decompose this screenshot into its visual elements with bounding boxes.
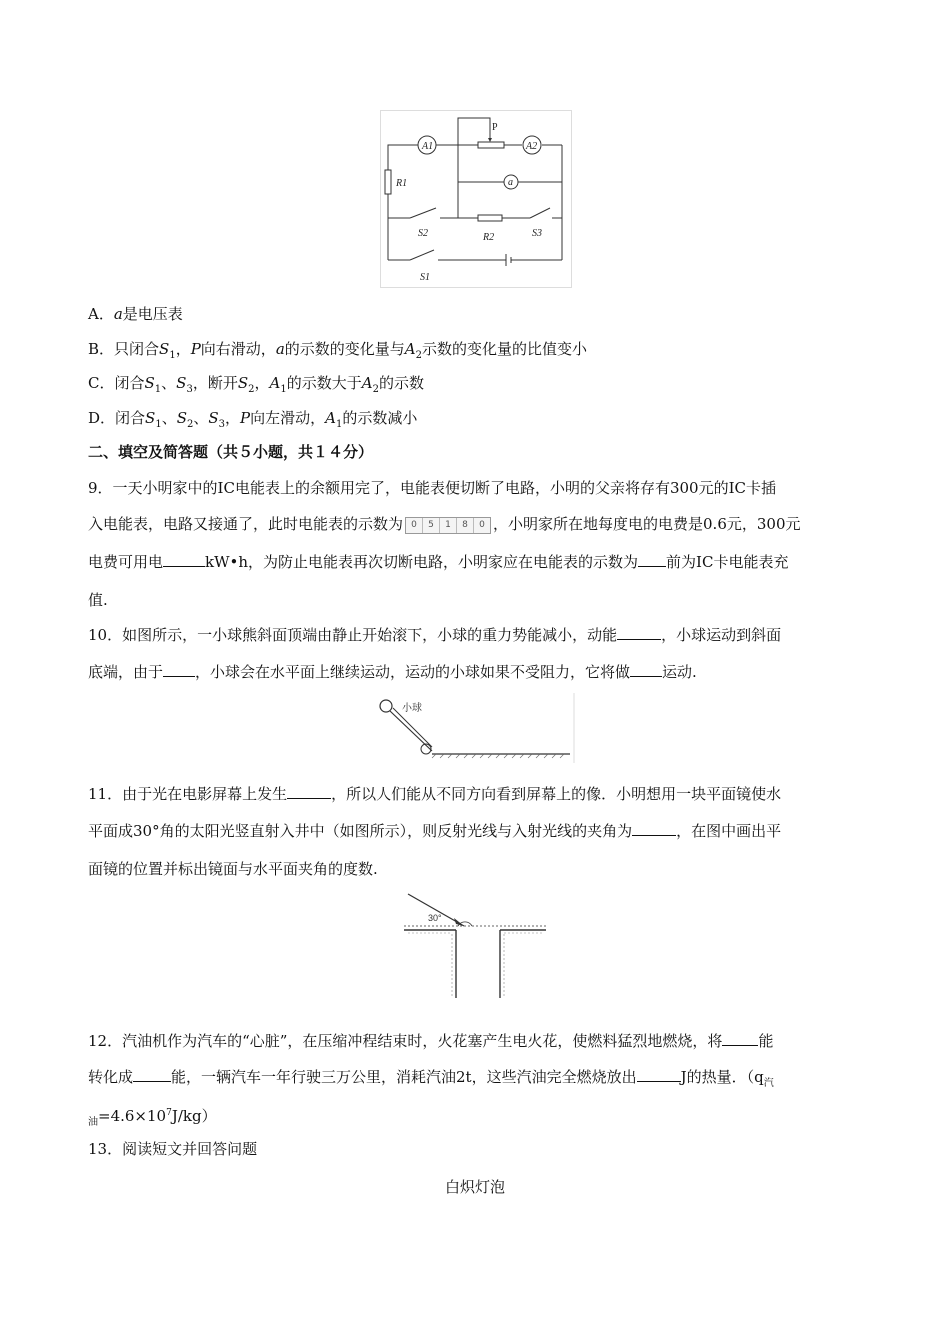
option-d-sep1: 、 <box>161 409 177 427</box>
q12-line1-b: 能 <box>758 1032 774 1050</box>
q10-line2-a: 底端，由于 <box>88 663 164 681</box>
q9-line2 <box>88 514 801 534</box>
meter-a-label: a <box>508 177 513 188</box>
option-d-suba1: 1 <box>336 419 343 430</box>
option-c-c2: ， <box>254 374 270 392</box>
meter-digit: 8 <box>457 518 474 533</box>
q12-line1-a: 12．汽油机作为汽车的“心脏”，在压缩冲程结束时，火花塞产生电火花，使燃料猛烈地燃烧，将 <box>88 1032 723 1050</box>
q12-line3 <box>88 1103 217 1133</box>
option-d-s2: S <box>176 409 187 427</box>
option-d-s3: S <box>208 409 219 427</box>
q12-line2-a: 转化成 <box>88 1068 134 1086</box>
ammeter-a2-label: A2 <box>526 141 538 152</box>
q11-line1-a: 11．由于光在电影屏幕上发生 <box>88 785 288 803</box>
q10-line2-b: ，小球会在水平面上继续运动，运动的小球如果不受阻力，它将做 <box>195 663 631 681</box>
q10-line1-a: 10．如图所示，一小球熊斜面顶端由静止开始滚下，小球的重力势能减小，动能 <box>88 626 618 644</box>
q12-line1 <box>88 1031 773 1051</box>
q12-exponent: 7 <box>166 1108 172 1118</box>
option-d-c3: 的示数减小 <box>342 409 418 427</box>
section-2-title: 二、填空及简答题（共５小题，共１４分） <box>88 443 374 461</box>
option-c-c1: ，断开 <box>192 374 238 392</box>
q12-line2 <box>88 1067 774 1094</box>
answer-blank[interactable] <box>722 1031 758 1046</box>
answer-blank[interactable] <box>637 1067 681 1082</box>
circuit-diagram <box>380 110 572 288</box>
q9-line3 <box>88 552 788 572</box>
answer-blank[interactable] <box>632 821 676 836</box>
option-b-c4: 示数的变化量的比值变小 <box>422 340 588 358</box>
option-b-sub2: 2 <box>415 350 422 361</box>
q11-line1-b: ，所以人们能从不同方向看到屏幕上的像．小明想用一块平面镜使水 <box>331 785 782 803</box>
q9-line2-b: ，小明家所在地每度电的电费是0.6元，300元 <box>493 515 801 533</box>
option-b-c3: 的示数的变化量与 <box>284 340 405 358</box>
option-a-var: a <box>113 305 123 323</box>
option-d-a1: A <box>325 409 336 427</box>
answer-blank[interactable] <box>163 552 205 567</box>
answer-blank[interactable] <box>287 784 331 799</box>
option-c-sub2: 2 <box>248 384 255 395</box>
option-a-prefix: A． <box>88 305 114 323</box>
option-c-s3: S <box>176 374 187 392</box>
option-b-sub1: 1 <box>169 350 176 361</box>
option-d-sep2: 、 <box>193 409 209 427</box>
option-b-c2: 向右滑动， <box>200 340 276 358</box>
q11-line2 <box>88 821 781 841</box>
option-a-text: 是电压表 <box>122 305 183 323</box>
answer-blank[interactable] <box>163 662 195 677</box>
option-d-sub3: 3 <box>218 419 226 430</box>
q11-line2-b: ，在图中画出平 <box>676 822 782 840</box>
q9-line2-a: 入电能表，电路又接通了，此时电能表的示数为 <box>88 515 404 533</box>
option-c-s1: S <box>144 374 155 392</box>
option-d <box>88 408 417 435</box>
option-b <box>88 339 587 366</box>
resistor-r1-label: R1 <box>396 178 408 189</box>
meter-digit: 5 <box>423 518 440 533</box>
option-c <box>88 373 424 400</box>
option-c-c3: 的示数大于 <box>286 374 362 392</box>
slider-p-label: P <box>492 122 498 133</box>
q10-line2-c: 运动. <box>662 663 697 681</box>
answer-blank[interactable] <box>638 552 666 567</box>
q13-line1: 13．阅读短文并回答问题 <box>88 1140 258 1158</box>
option-d-c2: 向左滑动， <box>250 409 326 427</box>
q9-line1: 9．一天小明家中的IC电能表上的余额用完了，电能表便切断了电路，小明的父亲将存有300元的IC卡插 <box>88 479 776 497</box>
q10-line1 <box>88 625 781 645</box>
meter-digit: 0 <box>406 518 423 533</box>
q11-line2-a: 平面成30°角的太阳光竖直射入井中（如图所示），则反射光线与入射光线的夹角为 <box>88 822 633 840</box>
option-b-p: P <box>190 340 201 358</box>
option-c-c4: 的示数 <box>378 374 424 392</box>
option-b-c1: ， <box>175 340 191 358</box>
ball-label: 小球 <box>402 703 422 714</box>
option-c-sep: 、 <box>161 374 177 392</box>
q9-line3-b: kW•h，为防止电能表再次切断电路，小明家应在电能表的示数为 <box>205 553 639 571</box>
option-b-a: a <box>275 340 285 358</box>
incline-ball-figure <box>370 693 578 767</box>
q11-line3: 面镜的位置并标出镜面与水平面夹角的度数. <box>88 860 378 878</box>
option-d-p: P <box>240 409 251 427</box>
option-c-sub1: 1 <box>154 384 162 395</box>
option-a <box>88 304 183 324</box>
option-d-c1: ， <box>225 409 241 427</box>
ammeter-a1-label: A1 <box>422 141 434 152</box>
option-d-sub1: 1 <box>155 419 162 430</box>
q9-line3-a: 电费可用电 <box>88 553 164 571</box>
option-c-sub3: 3 <box>186 384 193 395</box>
meter-digit: 1 <box>440 518 457 533</box>
ball-top-icon <box>380 700 392 712</box>
answer-blank[interactable] <box>630 662 662 677</box>
q12-sub-you: 油 <box>88 1117 98 1128</box>
q12-line2-c: J的热量．（q <box>680 1068 764 1086</box>
switch-s3-label: S3 <box>532 228 542 239</box>
option-d-sub2: 2 <box>186 419 194 430</box>
q9-line3-c: 前为IC卡电能表充 <box>666 553 789 571</box>
answer-blank[interactable] <box>133 1067 171 1082</box>
q12-line3-a: =4.6×10 <box>98 1107 167 1125</box>
q9-line4: 值. <box>88 591 108 609</box>
option-b-A: A <box>404 340 416 358</box>
option-b-prefix: B．只闭合 <box>88 340 160 358</box>
meter-digit: 0 <box>479 519 485 530</box>
option-c-prefix: C．闭合 <box>88 374 145 392</box>
option-c-a1: A <box>269 374 281 392</box>
option-d-prefix: D．闭合 <box>88 409 146 427</box>
option-b-s: S <box>159 340 170 358</box>
option-c-s2: S <box>237 374 249 392</box>
q12-line2-b: 能，一辆汽车一年行驶三万公里，消耗汽油2t，这些汽油完全燃烧放出 <box>171 1068 637 1086</box>
switch-s1-label: S1 <box>420 272 430 283</box>
well-mirror-figure <box>400 888 550 1000</box>
angle-label: 30° <box>428 913 442 923</box>
switch-s2-label: S2 <box>418 228 428 239</box>
energy-meter-reading <box>405 517 491 534</box>
q12-line3-b: J/kg） <box>171 1107 217 1125</box>
q12-sub-qi: 汽 <box>763 1078 774 1089</box>
option-c-suba1: 1 <box>280 384 287 395</box>
q10-line2 <box>88 662 697 682</box>
answer-blank[interactable] <box>617 625 661 640</box>
option-c-suba2: 2 <box>372 384 379 395</box>
q11-line1 <box>88 784 781 804</box>
article-title: 白炽灯泡 <box>444 1178 505 1196</box>
option-c-a2: A <box>361 374 373 392</box>
option-d-s1: S <box>145 409 156 427</box>
q10-line1-b: ，小球运动到斜面 <box>661 626 782 644</box>
resistor-r2-label: R2 <box>483 232 495 243</box>
